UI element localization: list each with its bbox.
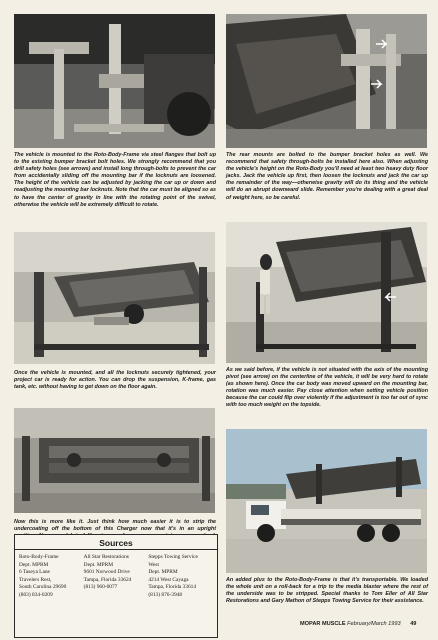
photo-upright-charger [14, 408, 215, 513]
source-line: (803) 834-0209 [19, 591, 53, 598]
source-line: (813) 960-0077 [83, 584, 118, 591]
source-line: Tampa, Florida 33614 [148, 584, 197, 591]
source-stepps-towing [148, 554, 213, 600]
caption-front-mount: The vehicle is mounted to the Roto-Body-Frame via steel flanges that bolt up to the existing bumper bracket bolt holes. We strongly recommend that you drill safety holes (see arrows) and install long through-bolts to prevent the car from accidentally sliding off the mounting bar if the locknuts are loosened. The height of the vehicle can be adjusted by jacking the car up or down and readjusting the mounting bar locknuts. Note that the car must be aligned so as to have the center of gravity in line with the rotating point of the swivel, otherwise the vehicle will be extremely difficult to rotate. [14, 152, 216, 208]
page-footer [300, 621, 430, 627]
source-line: All Star Restorations [83, 554, 129, 560]
source-line: West [148, 561, 159, 568]
photo-front-mount [14, 14, 215, 148]
magazine-name: MOPAR MUSCLE [300, 621, 346, 627]
photo-rear-mount [226, 14, 427, 148]
photo-rollback-truck [226, 429, 427, 573]
page-number: 49 [410, 621, 417, 627]
source-line: 9601 Norwood Drive [83, 569, 130, 576]
caption-rear-mount: The rear mounts are bolted to the bumper bracket holes as well. We recommend that safety through-bolts be installed here also. When adjusting the vehicle's height on the Roto-Body you'll need at least two heavy duty floor jacks. Jack the vehicle up first, then loosen the locknuts and jack the car up the remainder of the way—otherwise gravity will do its thing and the vehicle will do an abrupt downward slide. Remember you're dealing with a great deal of weight here, so be careful. [226, 152, 428, 201]
issue-date: February/March 1993 [347, 621, 401, 627]
sources-title: Sources [15, 538, 217, 550]
caption-car-ready: Once the vehicle is mounted, and all the locknuts securely tightened, your project car is ready for action. You can drop the suspension, K-frame, gas tank, etc. without having to get down on the floor again. [14, 370, 216, 391]
source-line: Dept. MPRM [83, 561, 114, 568]
source-line: South Carolina 29690 [19, 584, 67, 591]
source-all-star-restorations [84, 554, 149, 600]
source-line: 6 Taseya Lane [19, 569, 50, 576]
source-line: Roto-Body-Frame [19, 554, 59, 560]
source-roto-body-frame [19, 554, 84, 600]
source-line: Dept. MPRM [19, 561, 49, 568]
source-line: Dept. MPRM [148, 569, 178, 576]
photo-hard-to-rotate [226, 222, 427, 363]
source-line: Stepps Towing Service [148, 554, 198, 560]
source-line: Tampa, Florida 33624 [83, 576, 132, 583]
source-line: (813) 876-3948 [148, 591, 183, 598]
caption-transportable: An added plus to the Roto-Body-Frame is that it's transportable. We loaded the whole unit on a roll-back for a trip to the media blaster where the rest of the underside was to be stripped. Special thanks to Tom Eller of All Star Restorations and Gary Mathon of Stepps Towing Service for their assistance. [226, 577, 428, 605]
sources-box [14, 534, 218, 638]
source-line: Travelers Rest, [19, 576, 52, 583]
photo-car-on-frame [14, 232, 215, 364]
caption-hard-to-rotate: As we said before, if the vehicle is not situated with the axis of the mounting pivot (see arrow) on the centerline of the vehicle, it will be very hard to rotate (as shown here). Once the car body was moved upward on the mounting bar, rotation was much easier. Pay close attention when setting vehicle position because the car could flip over violently if the adjustment is too far out of sync with too much weight on the topside. [226, 367, 428, 409]
source-line: 4214 West Cayaga [148, 576, 189, 583]
caption-upright: Now this is more like it. Just think how much easier it is to strip the undercoating off the bottom of this Charger now that it's in an upright [14, 519, 216, 533]
